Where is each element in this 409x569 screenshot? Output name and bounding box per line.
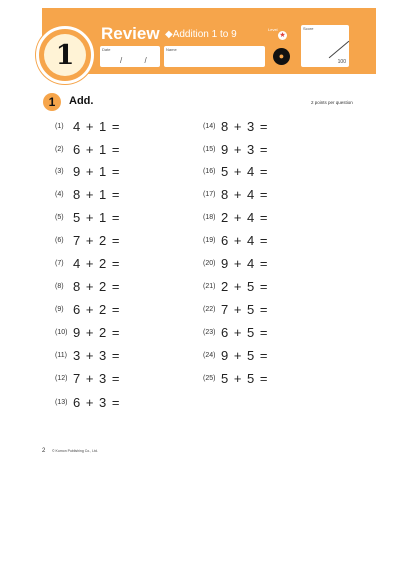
problem[interactable] — [203, 370, 268, 386]
unit-number: 1 — [44, 34, 86, 76]
problem[interactable] — [203, 232, 268, 248]
problem[interactable] — [203, 186, 268, 202]
problem[interactable] — [203, 209, 268, 225]
problem[interactable] — [55, 186, 120, 202]
problem-expression: 7 + 2 = — [73, 232, 121, 248]
problem[interactable] — [203, 163, 268, 179]
section-number: 1 — [43, 93, 61, 111]
problem-expression: 8 + 2 = — [73, 278, 121, 294]
problem[interactable] — [55, 347, 120, 363]
problem-number: (1) — [55, 122, 64, 130]
problem-number: (25) — [203, 374, 216, 382]
problem-expression: 7 + 5 = — [221, 301, 269, 317]
problem[interactable] — [55, 394, 120, 410]
problem-number: (13) — [55, 398, 68, 406]
problem[interactable] — [55, 209, 120, 225]
problem[interactable] — [203, 118, 268, 134]
problem-expression: 6 + 2 = — [73, 301, 121, 317]
date-value: / / — [120, 56, 157, 65]
problem[interactable] — [203, 278, 268, 294]
problem-expression: 6 + 3 = — [73, 394, 121, 410]
problem[interactable] — [203, 301, 268, 317]
problem[interactable] — [55, 301, 120, 317]
character-icon: ● — [273, 48, 290, 65]
problem-number: (12) — [55, 374, 68, 382]
problem-number: (4) — [55, 190, 64, 198]
problem-number: (24) — [203, 351, 216, 359]
score-total: 100 — [337, 59, 346, 65]
problem-expression: 9 + 2 = — [73, 324, 121, 340]
problem-number: (18) — [203, 213, 216, 221]
problem-expression: 6 + 5 = — [221, 324, 269, 340]
problem[interactable] — [203, 324, 268, 340]
name-label: Name — [166, 47, 177, 52]
problem-number: (3) — [55, 167, 64, 175]
date-field[interactable] — [100, 46, 160, 67]
problem-expression: 6 + 4 = — [221, 232, 269, 248]
problem-number: (14) — [203, 122, 216, 130]
problem[interactable] — [203, 255, 268, 271]
problem-expression: 6 + 1 = — [73, 141, 121, 157]
problem[interactable] — [55, 118, 120, 134]
problem-number: (11) — [55, 351, 67, 359]
problem-number: (16) — [203, 167, 216, 175]
problem-number: (21) — [203, 282, 216, 290]
page-number: 2 — [42, 448, 46, 454]
problem-expression: 8 + 4 = — [221, 186, 269, 202]
publisher-credit: © Kumon Publishing Co., Ltd. — [52, 449, 98, 453]
problem[interactable] — [55, 278, 120, 294]
problem-expression: 3 + 3 = — [73, 347, 121, 363]
points-note: 2 points per question — [311, 100, 353, 105]
star-icon: ★ — [279, 32, 286, 39]
problem-expression: 2 + 5 = — [221, 278, 269, 294]
unit-badge — [36, 26, 94, 84]
problem-number: (17) — [203, 190, 216, 198]
problem[interactable] — [55, 232, 120, 248]
problem-expression: 7 + 3 = — [73, 370, 121, 386]
problem-expression: 5 + 1 = — [73, 209, 121, 225]
date-label: Date — [102, 47, 111, 52]
problem-expression: 9 + 1 = — [73, 163, 121, 179]
section-title: Add. — [69, 95, 94, 107]
problem-expression: 9 + 4 = — [221, 255, 269, 271]
problem-number: (23) — [203, 328, 216, 336]
problem[interactable] — [55, 163, 120, 179]
problem-expression: 5 + 5 = — [221, 370, 269, 386]
problem-expression: 5 + 4 = — [221, 163, 269, 179]
problem-expression: 8 + 3 = — [221, 118, 269, 134]
problem-number: (9) — [55, 305, 64, 313]
problem-number: (20) — [203, 259, 216, 267]
problem-number: (15) — [203, 145, 216, 153]
problem-number: (8) — [55, 282, 64, 290]
problem-number: (6) — [55, 236, 64, 244]
problem-number: (7) — [55, 259, 64, 267]
problem-number: (22) — [203, 305, 216, 313]
page-subtitle: ◆Addition 1 to 9 — [165, 29, 237, 40]
problem-number: (19) — [203, 236, 216, 244]
problem-number: (10) — [55, 328, 68, 336]
problem[interactable] — [55, 255, 120, 271]
problem[interactable] — [55, 141, 120, 157]
score-label: Score — [303, 26, 314, 31]
problem-expression: 9 + 3 = — [221, 141, 269, 157]
name-field[interactable] — [164, 46, 265, 67]
problem[interactable] — [203, 347, 268, 363]
problem-expression: 2 + 4 = — [221, 209, 269, 225]
problem[interactable] — [203, 141, 268, 157]
problem-expression: 4 + 1 = — [73, 118, 121, 134]
page-title: Review — [101, 24, 160, 43]
problem-number: (5) — [55, 213, 64, 221]
problem[interactable] — [55, 324, 120, 340]
problem-number: (2) — [55, 145, 64, 153]
problem[interactable] — [55, 370, 120, 386]
score-box[interactable] — [301, 25, 349, 67]
problem-expression: 4 + 2 = — [73, 255, 121, 271]
level-label: Level — [268, 27, 278, 32]
problem-expression: 8 + 1 = — [73, 186, 121, 202]
problem-expression: 9 + 5 = — [221, 347, 269, 363]
score-divider — [329, 41, 350, 58]
